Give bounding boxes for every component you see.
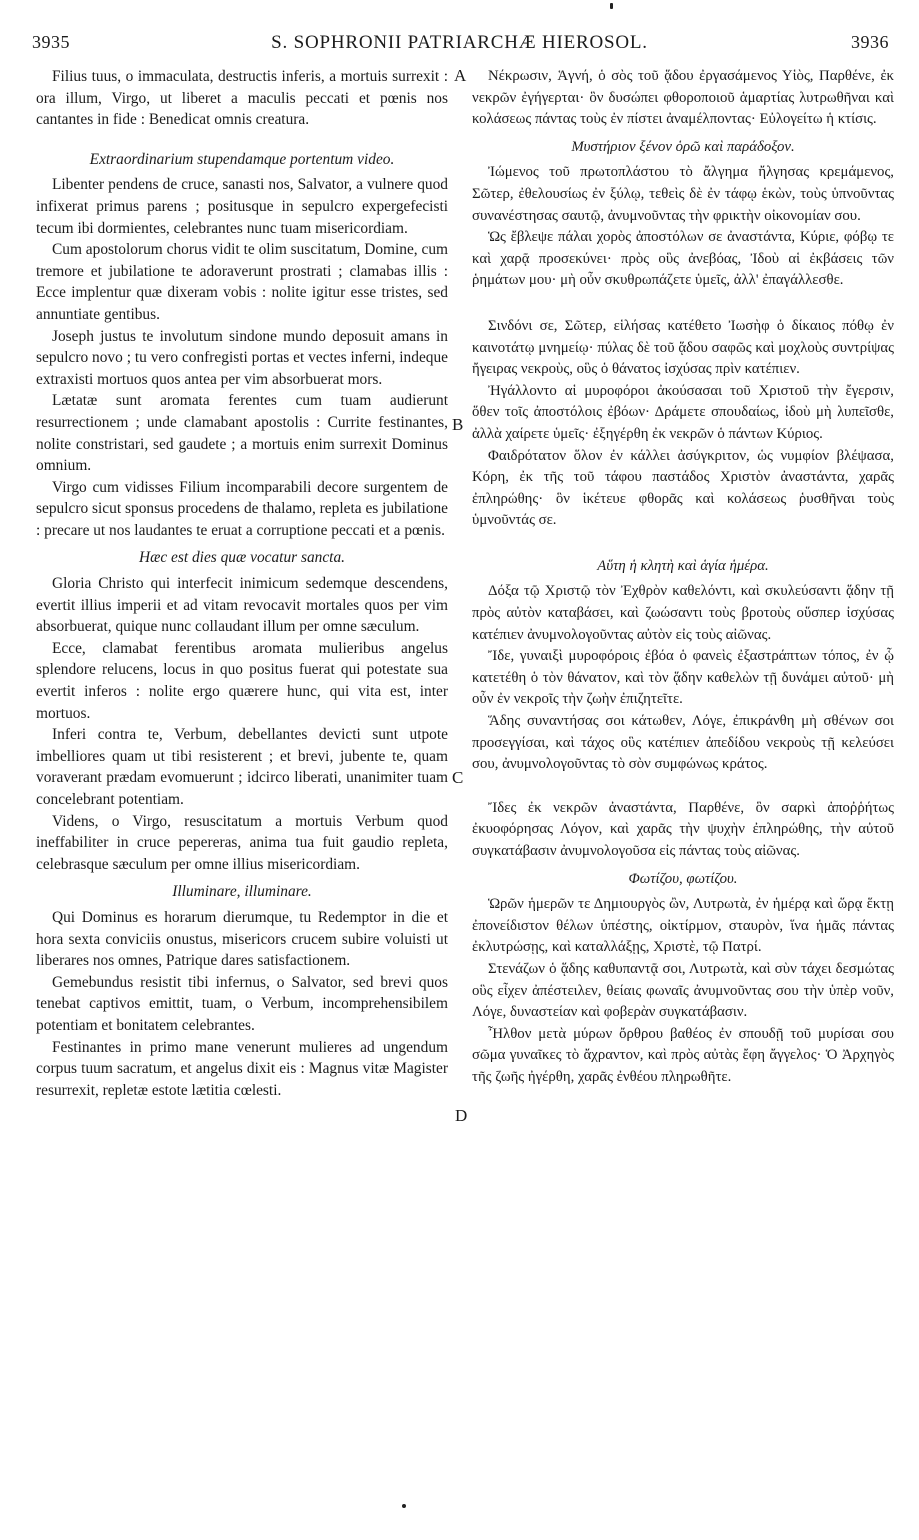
latin-heading: Hæc est dies quæ vocatur sancta. (138, 549, 346, 567)
greek-paragraph: Δόξα τῷ Χριστῷ τὸν Ἐχθρὸν καθελόντι, καὶ σκυλεύσαντι ᾅδην τῇ πρὸς αὐτὸν καταβάσει, καὶ ζωώσαντι τοὺς βροτοὺς οὕσπερ ἰσχύσας κατέπιεν ἀνυμνολογοῦντας αὐτὸν εἰς τοὺς αἰῶνας. (472, 583, 894, 643)
latin-paragraph: Filius tuus, o immaculata, destructis inferis, a mortuis surrexit : ora illum, Virgo, ut liberet a maculis peccati et pœnis nos cantantes in fide : Benedicat omnis creatura. (36, 68, 448, 129)
latin-paragraph: Ecce, clamabat ferentibus aromata mulieribus angelus splendore relucens, locus in quo positus fuerat qui potestate sua evertit inferos : nolite ergo quærere hunc, qui vita est, inter mortuos. (36, 639, 448, 722)
latin-paragraph: Libenter pendens de cruce, sanasti nos, Salvator, a vulnere quod infixerat primus parens ; positusque in sepulcro expergefecisti tecum ibi dormientes, celebrantes nunc tuam misericordiam. (36, 176, 448, 237)
latin-paragraph: Joseph justus te involutum sindone mundo deposuit amans in sepulcro novo ; tu vero confregisti portas et vectes inferni, indeque extraxisti mortuos quos antea per vim absorbuerat mors. (36, 327, 448, 388)
latin-paragraph: Qui Dominus es horarum dierumque, tu Redemptor in die et hora sexta conviciis onustus, misericors crucem subire voluisti ut liberares nos omnes, Patrique dares satisfactionem. (36, 908, 448, 970)
greek-heading: Μυστήριον ξένον ὁρῶ καὶ παράδοξον. (571, 138, 795, 155)
greek-paragraph: Ἴδες ἐκ νεκρῶν ἀναστάντα, Παρθένε, ὃν σαρκὶ ἀποῤῥήτως ἐκυοφόρησας Λόγον, καὶ χαρᾶς τὴν ψυχὴν ἐπληρώθης, τὴν αὐτοῦ συγκατάβασιν ἀνυμνολογοῦσα εἰς πάντας τοὺς αἰῶνας. (472, 799, 894, 859)
latin-heading: Extraordinarium stupendamque portentum video. (89, 150, 395, 168)
margin-letter-b: B (452, 415, 464, 434)
latin-paragraph: Lætatæ sunt aromata ferentes cum tuam audierunt resurrectionem ; unde clamabant apostolis : Currite festinantes, nolite constristari, sed gaudete ; a mortuis enim surrexit Dominus omnium. (36, 392, 448, 475)
margin-letter-d: D (455, 1106, 468, 1125)
greek-paragraph: Ἰώμενος τοῦ πρωτοπλάστου τὸ ἄλγημα ἤλγησας κρεμάμενος, Σῶτερ, ἐθελουσίως ἐν ξύλῳ, τεθεὶς δὲ ἐν τάφῳ ἑκὼν, τοὺς ὑπνοῦντας συνανέστησας σαυτῷ, ἀνυμνοῦντας τὴν φρικτὴν οἰκονομίαν σου. (472, 164, 894, 224)
greek-paragraph: Ὡρῶν ἡμερῶν τε Δημιουργὸς ὢν, Λυτρωτὰ, ἐν ἡμέρᾳ καὶ ὥρᾳ ἕκτῃ ἐπονείδιστον θέλων ὑπέστης, οἰκτίρμον, σταυρὸν, ἵνα ἡμᾶς πάντας ἐκλυτρώσῃς, καὶ καταλλάξῃς, Χριστὲ, τῷ Πατρί. (472, 896, 894, 956)
latin-paragraph: Videns, o Virgo, resuscitatum a mortuis Verbum quod ineffabiliter in cruce pepereras, anima tua fuit gaudio repleta, celebrasque sæculum per omne illius misericordiam. (36, 812, 448, 873)
latin-paragraph: Festinantes in primo mane venerunt mulieres ad ungendum corpus tuum sacratum, et angelus dixit eis : Magnus vitæ Magister resurrexit, repletæ estote lætitia cœlesti. (36, 1038, 448, 1099)
latin-paragraph: Virgo cum vidisses Filium incomparabili decore surgentem de sepulcro sicut sponsus procedens de thalamo, repleta es jubilatione : precare ut nos laudantes te eruat a corruptione peccati et a pœnis. (36, 478, 448, 539)
latin-column (36, 66, 448, 1101)
page-number-right: 3936 (851, 32, 889, 52)
greek-paragraph: Στενάζων ὁ ᾅδης καθυπαντᾷ σοι, Λυτρωτὰ, καὶ σὺν τάχει δεσμώτας οὓς εἶχεν ἀπέστειλεν, θείαις φωναῖς ἀνυμνοῦντας σου τὴν ὑπὲρ νοῦν, Λόγε, δυναστείαν καὶ φοβερὰν συγκατάβασιν. (472, 960, 894, 1021)
printer-mark-bottom (402, 1504, 406, 1508)
greek-paragraph: Ὡς ἔβλεψε πάλαι χορὸς ἀποστόλων σε ἀναστάντα, Κύριε, φόβῳ τε καὶ χαρᾷ προσεκύνει· πρὸς οὓς ἀνεβόας, Ἰδοὺ αἱ ἐκβάσεις τῶν ῥημάτων μου· μὴ οὖν σκυθρωπάζετε ὑμεῖς, ἀλλ' ἐπαγάλλεσθε. (472, 229, 894, 289)
greek-paragraph: Φαιδρότατον ὅλον ἐν κάλλει ἀσύγκριτον, ὡς νυμφίον βλέψασα, Κόρη, ἐκ τῆς τοῦ τάφου παστάδος Χριστὸν ἀναστάντα, χαρᾶς ἐπληρώθης· ὃν ἱκέτευε φθορᾶς καὶ κολάσεως ῥυσθῆναι τοὺς ὑμνοῦντάς σε. (472, 447, 894, 529)
greek-paragraph: Ἠγάλλοντο αἱ μυροφόροι ἀκούσασαι τοῦ Χριστοῦ τὴν ἔγερσιν, ὅθεν τοῖς ἀποστόλοις ἐβόων· Δράμετε σπουδαίως, ἰδοὺ μὴ λυπεῖσθε, ἀλλὰ χαίρετε ὑμεῖς· ἐξηγέρθη ἐκ νεκρῶν ὁ πάντων Κύριος. (472, 382, 894, 442)
greek-paragraph: Ἴδε, γυναιξὶ μυροφόροις ἐβόα ὁ φανεὶς ἐξαστράπτων τόπος, ἐν ᾧ κατετέθη ὁ τὸν θάνατον, καὶ τὸν ᾅδην καθελὼν τῇ δυνάμει αὐτοῦ· μὴ οὖν ἐν νεκροῖς τὴν ζωὴν ἐπιζητεῖτε. (472, 648, 894, 708)
running-title: S. SOPHRONII PATRIARCHÆ HIEROSOL. (271, 32, 648, 53)
greek-paragraph: Νέκρωσιν, Ἁγνή, ὁ σὸς τοῦ ᾅδου ἐργασάμενος Υἱὸς, Παρθένε, ἐκ νεκρῶν ἐγήγερται· ὃν δυσώπει φθοροποιοῦ ἁμαρτίας λυτρωθῆναι καὶ κολάσεως πάντας τοὺς ἐν πίστει ἀναμέλποντας· Εὐλογείτω ἡ κτίσις. (472, 68, 894, 128)
greek-paragraph: Ἅδης συναντήσας σοι κάτωθεν, Λόγε, ἐπικράνθη μὴ σθένων σοι προσεγγίσαι, καὶ τάχος οὓς κατέπιεν ἀπεδίδου νεκροὺς τῇ κελεύσει σου, ἀνυμνολογοῦντας τὸ σὸν συμφώνως κράτος. (472, 713, 894, 773)
latin-paragraph: Cum apostolorum chorus vidit te olim suscitatum, Domine, cum tremore et jubilatione te adoraverunt prostrati ; clamabas illis : Ecce implentur quæ dixeram vobis : nolite igitur esse tristes, sed annuntiate gentibus. (36, 241, 448, 323)
latin-heading: Illuminare, illuminare. (172, 883, 312, 901)
greek-heading: Φωτίζου, φωτίζου. (628, 870, 738, 887)
greek-paragraph: Σινδόνι σε, Σῶτερ, εἱλήσας κατέθετο Ἰωσὴφ ὁ δίκαιος πόθῳ ἐν καινοτάτῳ μνημείῳ· πύλας δὲ τοῦ ᾅδου σαφῶς καὶ μοχλοὺς συντρίψας ἤγειρας νεκροὺς, οὓς ὁ θάνατος ἰσχύσας πρὶν κατέπιεν. (472, 317, 894, 378)
printer-mark-top (610, 3, 613, 9)
latin-paragraph: Gemebundus resistit tibi infernus, o Salvator, sed brevi quos tenebat captivos emittit, tuam, o Verbum, incomprehensibilem potentiam et bonitatem celebrantes. (36, 973, 448, 1034)
greek-heading: Αὕτη ἡ κλητὴ καὶ ἁγία ἡμέρα. (597, 557, 769, 574)
page-header (0, 32, 919, 58)
latin-paragraph: Gloria Christo qui interfecit inimicum sedemque descendens, evertit illius imperii et ad vitam revocavit mortales quos per vim absorbuerat, quique nunc collaudant illum per omne sæculum. (36, 575, 448, 636)
margin-letter-a: A (454, 66, 467, 85)
greek-paragraph: Ἦλθον μετὰ μύρων ὄρθρου βαθέος ἐν σπουδῇ τοῦ μυρίσαι σου σῶμα γυναῖκες τὸ ἄχραντον, καὶ πρὸς αὐτὰς ἔφη ἄγγελος· Ὁ Ἀρχηγὸς τῆς ζωῆς ἠγέρθη, χαρᾶς ἐνθέου πληρωθῆτε. (472, 1025, 894, 1085)
latin-paragraph: Inferi contra te, Verbum, debellantes devicti sunt utpote imbelliores quam ut tibi resisterent ; et brevi, jubente te, quam voraverant prædam evomuerunt ; idcirco liberati, unanimiter tuam concelebrant potentiam. (36, 726, 448, 808)
margin-letter-c: C (452, 768, 464, 787)
greek-column (472, 66, 894, 1089)
page-number-left: 3935 (32, 32, 70, 52)
